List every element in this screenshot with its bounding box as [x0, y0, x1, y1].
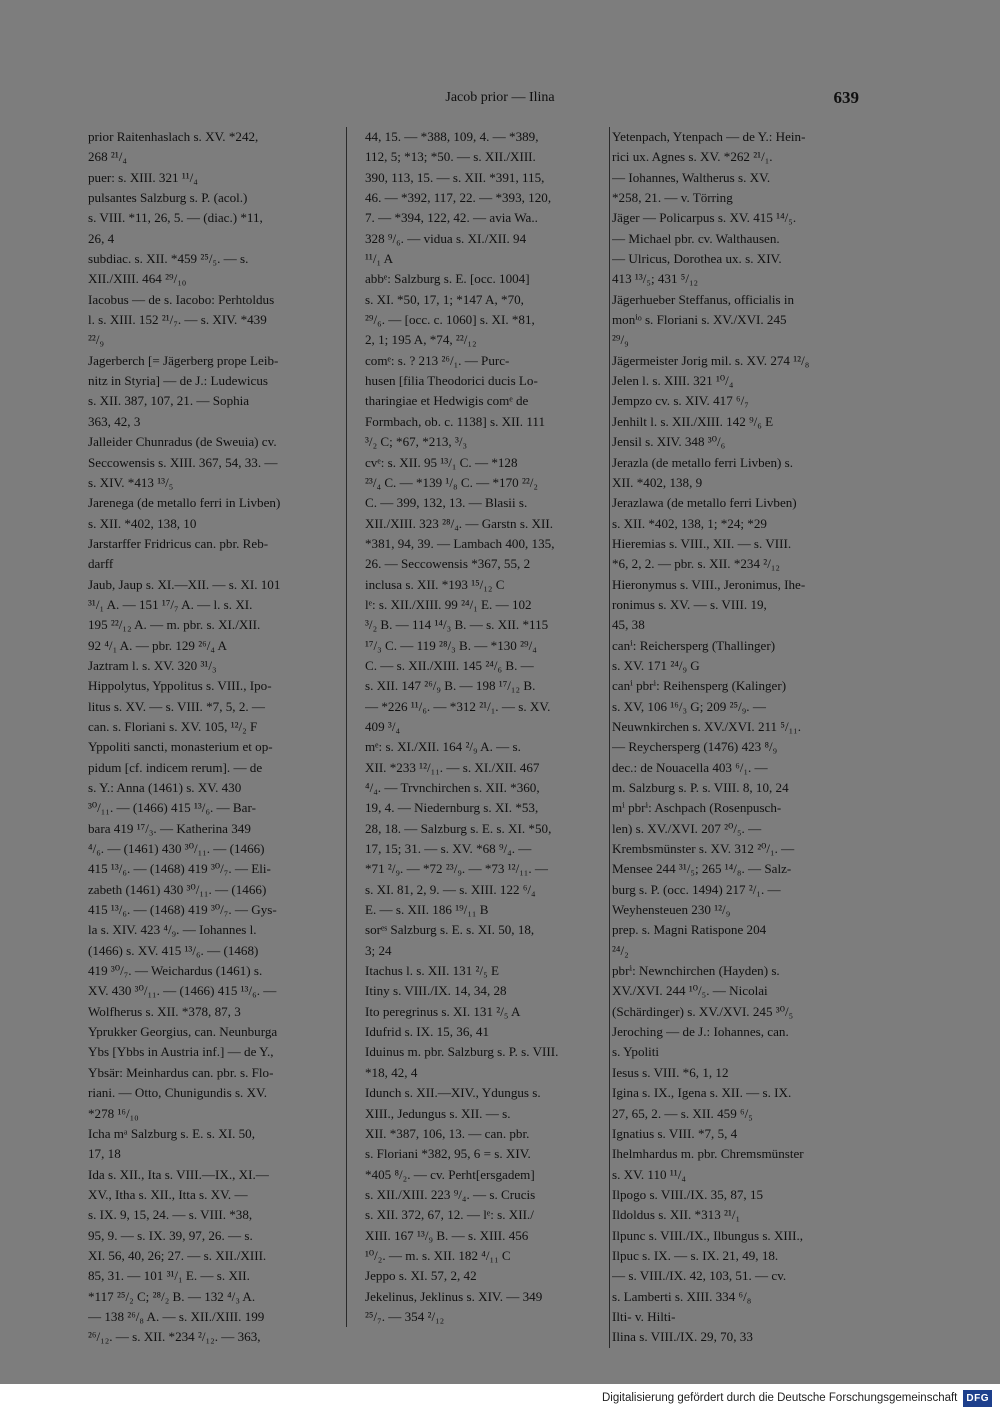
index-line: Mensee 244 ³¹/₅; 265 ¹⁴/₈. — Salz-	[612, 861, 792, 877]
index-line: 409 ³/₄	[365, 718, 401, 734]
index-line: ²⁹/₆. — [occ. c. 1060] s. XI. *81,	[365, 312, 535, 328]
index-line: ³/₂ C; *67, *213, ³/₃	[365, 434, 468, 450]
index-line: XII./XIII. 323 ²⁸/₄. — Garstn s. XII.	[365, 515, 553, 531]
index-line: XII. *402, 138, 9	[612, 474, 703, 490]
index-line: Seccowensis s. XIII. 367, 54, 33. —	[88, 454, 278, 470]
index-line: l. s. XIII. 152 ²¹/₇. — s. XIV. *439	[88, 312, 267, 328]
index-line: Jeppo s. XI. 57, 2, 42	[365, 1268, 477, 1284]
index-line: subdiac. s. XII. *459 ²⁵/₅. — s.	[88, 251, 249, 267]
index-line: Hieremias s. VIII., XII. — s. VIII.	[612, 535, 792, 551]
index-line: s. XII./XIII. 223 ⁹/₄. — s. Crucis	[365, 1186, 536, 1202]
index-line: Idufrid s. IX. 15, 36, 41	[365, 1024, 490, 1040]
index-line: s. XII. 147 ²⁶/₉ B. — 198 ¹⁷/₁₂ B.	[365, 678, 536, 694]
index-line: bara 419 ¹⁷/₃. — Katherina 349	[88, 820, 251, 836]
dfg-logo: DFG	[963, 1390, 992, 1407]
index-line: Jensil s. XIV. 348 ³⁰/₆	[612, 434, 726, 450]
index-line: C. — s. XII./XIII. 145 ²⁴/₆ B. —	[365, 657, 534, 673]
index-line: Jarenega (de metallo ferri in Livben)	[88, 495, 281, 511]
index-line: s. Ypoliti	[612, 1044, 660, 1060]
index-line: s. Floriani *382, 95, 6 = s. XIV.	[365, 1146, 531, 1162]
index-line: — s. VIII./IX. 42, 103, 51. — cv.	[612, 1268, 787, 1284]
index-line: Ignatius s. VIII. *7, 5, 4	[612, 1125, 738, 1141]
index-line: XV. 430 ³⁰/₁₁. — (1466) 415 ¹³/₆. —	[88, 983, 277, 999]
index-line: *71 ²/₉. — *72 ²³/₉. — *73 ¹²/₁₁. —	[365, 861, 549, 877]
index-line: XV., Itha s. XII., Itta s. XV. —	[88, 1186, 248, 1202]
index-line: rici ux. Agnes s. XV. *262 ²¹/₁.	[612, 149, 773, 165]
index-line: 413 ¹³/₅; 431 ⁵/₁₂	[612, 271, 699, 287]
index-line: 328 ⁹/₆. — vidua s. XI./XII. 94	[365, 230, 527, 246]
index-line: 28, 18. — Salzburg s. E. s. XI. *50,	[365, 820, 552, 836]
index-line: 419 ³⁰/₇. — Weichardus (1461) s.	[88, 963, 263, 979]
index-line: abbᵉ: Salzburg s. E. [occ. 1004]	[365, 271, 530, 287]
index-line: (Schärdinger) s. XV./XVI. 245 ³⁰/₅	[612, 1003, 794, 1019]
index-line: Jempzo cv. s. XIV. 417 ⁶/₇	[612, 393, 749, 409]
index-line: s. XI. 81, 2, 9. — s. XIII. 122 ⁶/₄	[365, 881, 536, 897]
index-line: lᵉ: s. XII./XIII. 99 ²⁴/₁ E. — 102	[365, 596, 532, 612]
index-line: *405 ⁸/₂. — cv. Perht[ersgadem]	[365, 1166, 535, 1182]
index-line: Icha mᵃ Salzburg s. E. s. XI. 50,	[88, 1125, 255, 1141]
index-line: Ilpuc s. IX. — s. IX. 21, 49, 18.	[612, 1247, 779, 1263]
index-line: XIII. 167 ¹³/₉ B. — s. XIII. 456	[365, 1227, 529, 1243]
index-line: Iacobus — de s. Iacobo: Perhtoldus	[88, 291, 275, 307]
index-line: 26, 4	[88, 230, 115, 246]
index-line: darff	[88, 556, 114, 572]
index-line: s. VIII. *11, 26, 5. — (diac.) *11,	[88, 210, 263, 226]
index-line: Itiny s. VIII./IX. 14, 34, 28	[365, 983, 507, 999]
index-line: *258, 21. — v. Törring	[612, 190, 733, 206]
index-line: ²⁴/₂	[612, 942, 629, 958]
index-line: riani. — Otto, Chunigundis s. XV.	[88, 1085, 268, 1101]
index-line: prep. s. Magni Ratispone 204	[612, 922, 767, 938]
index-line: mⁱ pbrⁱ: Aschpach (Rosenpusch-	[612, 800, 782, 816]
index-line: XI. 56, 40, 26; 27. — s. XII./XIII.	[88, 1247, 267, 1263]
page-number: 639	[833, 88, 859, 107]
index-line: cvᵉ: s. XII. 95 ¹³/₁ C. — *128	[365, 454, 518, 470]
index-line: *278 ¹⁶/₁₀	[88, 1105, 139, 1121]
index-line: 415 ¹³/₆. — (1468) 419 ³⁰/₇. — Gys-	[88, 902, 277, 918]
index-line: dec.: de Nouacella 403 ⁶/₁. —	[612, 759, 768, 775]
index-column-3	[609, 127, 866, 1348]
index-line: monⁱᵒ s. Floriani s. XV./XVI. 245	[612, 312, 787, 328]
index-line: Ilina s. VIII./IX. 29, 70, 33	[612, 1329, 753, 1345]
index-line: — Ulricus, Dorothea ux. s. XIV.	[612, 251, 782, 267]
index-column-2	[346, 127, 605, 1327]
index-line: Jaztram l. s. XV. 320 ³¹/₃	[88, 657, 217, 673]
index-line: s. XII. *402, 138, 1; *24; *29	[612, 515, 767, 531]
index-line: (1466) s. XV. 415 ¹³/₆. — (1468)	[88, 942, 259, 958]
index-line: Hippolytus, Yppolitus s. VIII., Ipo-	[88, 678, 272, 694]
index-line: Igina s. IX., Igena s. XII. — s. IX.	[612, 1085, 792, 1101]
index-line: 85, 31. — 101 ³¹/₁ E. — s. XII.	[88, 1268, 250, 1284]
index-line: Formbach, ob. c. 1138] s. XII. 111	[365, 413, 546, 429]
index-line: s. XIV. *413 ¹³/₅	[88, 474, 174, 490]
index-line: ²²/₉	[88, 332, 105, 348]
index-line: husen [filia Theodorici ducis Lo-	[365, 373, 538, 389]
index-line: 45, 38	[612, 617, 645, 633]
funding-footer	[0, 1384, 1000, 1412]
index-line: ³/₂ B. — 114 ¹⁴/₃ B. — s. XII. *115	[365, 617, 549, 633]
index-line: Weyhensteuen 230 ¹²/₉	[612, 902, 731, 918]
index-line: 92 ⁴/₁ A. — pbr. 129 ²⁶/₄ A	[88, 637, 227, 653]
index-line: Ybsär: Meinhardus can. pbr. s. Flo-	[88, 1064, 274, 1080]
index-line: tharingiae et Hedwigis comᵉ de	[365, 393, 529, 409]
index-line: litus s. XV. — s. VIII. *7, 5, 2. —	[88, 698, 266, 714]
index-line: comᵉ: s. ? 213 ²⁶/₁. — Purc-	[365, 352, 510, 368]
index-line: Jerazlawa (de metallo ferri Livben)	[612, 495, 797, 511]
index-line: Ildoldus s. XII. *313 ²¹/₁	[612, 1207, 741, 1223]
index-line: Jagerberch [= Jägerberg prope Leib-	[88, 352, 279, 368]
index-line: — Reychersperg (1476) 423 ⁸/₉	[612, 739, 778, 755]
index-line: 27, 65, 2. — s. XII. 459 ⁶/₅	[612, 1105, 753, 1121]
running-head: Jacob prior — Ilina	[445, 90, 555, 105]
index-line: Jäger — Policarpus s. XV. 415 ¹⁴/₅.	[612, 210, 797, 226]
index-line: 17, 15; 31. — s. XV. *68 ⁹/₄. —	[365, 841, 532, 857]
index-line: pbrⁱ: Newnchirchen (Hayden) s.	[612, 963, 780, 979]
index-line: s. Lamberti s. XIII. 334 ⁶/₈	[612, 1288, 752, 1304]
index-line: 195 ²²/₁₂ A. — m. pbr. s. XI./XII.	[88, 617, 261, 633]
index-line: mᵉ: s. XI./XII. 164 ²/₉ A. — s.	[365, 739, 521, 755]
index-line: Ida s. XII., Ita s. VIII.—IX., XI.—	[88, 1166, 269, 1182]
index-line: 44, 15. — *388, 109, 4. — *389,	[365, 129, 539, 144]
index-line: *381, 94, 39. — Lambach 400, 135,	[365, 535, 555, 551]
index-line: canⁱ pbrⁱ: Reihensperg (Kalinger)	[612, 678, 787, 694]
index-line: ³⁰/₁₁. — (1466) 415 ¹³/₆. — Bar-	[88, 800, 256, 816]
index-line: canⁱ: Reichersperg (Thallinger)	[612, 637, 776, 653]
index-line: la s. XIV. 423 ⁴/₉. — Iohannes l.	[88, 922, 257, 938]
index-line: Jenhilt l. s. XII./XIII. 142 ⁹/₆ E	[612, 413, 774, 429]
index-line: 415 ¹³/₆. — (1468) 419 ³⁰/₇. — Eli-	[88, 861, 271, 877]
index-line: inclusa s. XII. *193 ¹⁵/₁₂ C	[365, 576, 505, 592]
index-line: Idunch s. XII.—XIV., Ydungus s.	[365, 1085, 541, 1101]
index-line: pidum [cf. indicem rerum]. — de	[88, 759, 263, 775]
index-line: can. s. Floriani s. XV. 105, ¹²/₂ F	[88, 718, 258, 734]
index-line: Ilpogo s. VIII./IX. 35, 87, 15	[612, 1186, 764, 1202]
index-line: ²⁶/₁₂. — s. XII. *234 ²/₁₂. — 363,	[88, 1329, 261, 1345]
index-line: s. XI. *50, 17, 1; *147 A, *70,	[365, 291, 524, 307]
index-line: — *226 ¹¹/₆. — *312 ²¹/₁. — s. XV.	[365, 698, 551, 714]
index-line: 19, 4. — Niedernburg s. XI. *53,	[365, 800, 539, 816]
index-line: E. — s. XII. 186 ¹⁹/₁₁ B	[365, 902, 489, 918]
index-line: Jarstarffer Fridricus can. pbr. Reb-	[88, 535, 269, 551]
index-line: len) s. XV./XVI. 207 ²⁰/₅. —	[612, 820, 762, 836]
index-line: Jägermeister Jorig mil. s. XV. 274 ¹²/₈	[612, 352, 810, 368]
index-line: — Iohannes, Waltherus s. XV.	[612, 169, 771, 185]
index-line: Ilti- v. Hilti-	[612, 1308, 676, 1324]
index-line: 3; 24	[365, 942, 392, 958]
index-line: prior Raitenhaslach s. XV. *242,	[88, 129, 259, 144]
index-line: sorᵉˢ Salzburg s. E. s. XI. 50, 18,	[365, 922, 535, 938]
index-line: 7. — *394, 122, 42. — avia Wa..	[365, 210, 538, 226]
index-line: Iduinus m. pbr. Salzburg s. P. s. VIII.	[365, 1044, 559, 1060]
index-line: Jekelinus, Jeklinus s. XIV. — 349	[365, 1288, 543, 1304]
index-line: C. — 399, 132, 13. — Blasii s.	[365, 495, 528, 511]
index-line: 268 ²¹/₄	[88, 149, 127, 165]
index-line: zabeth (1461) 430 ³⁰/₁₁. — (1466)	[88, 881, 267, 897]
index-line: Wolfherus s. XII. *378, 87, 3	[88, 1003, 241, 1019]
index-line: s. XII. 387, 107, 21. — Sophia	[88, 393, 250, 409]
index-line: XII. *233 ¹²/₁₁. — s. XI./XII. 467	[365, 759, 540, 775]
index-line: s. XII. 372, 67, 12. — lᵉ: s. XII./	[365, 1207, 534, 1223]
index-line: ronimus s. XV. — s. VIII. 19,	[612, 596, 767, 612]
index-line: ¹⁰/₂. — m. s. XII. 182 ⁴/₁₁ C	[365, 1247, 511, 1263]
index-line: Krembsmünster s. XV. 312 ²⁰/₁. —	[612, 841, 795, 857]
index-line: 390, 113, 15. — s. XII. *391, 115,	[365, 169, 545, 185]
index-line: Ihelmhardus m. pbr. Chremsmünster	[612, 1146, 804, 1162]
index-line: *18, 42, 4	[365, 1064, 418, 1080]
index-line: 26. — Seccowensis *367, 55, 2	[365, 556, 531, 572]
index-line: s. XV, 106 ¹⁶/₃ G; 209 ²⁵/₉. —	[612, 698, 766, 714]
index-line: 17, 18	[88, 1146, 121, 1162]
index-line: Ybs [Ybbs in Austria inf.] — de Y.,	[88, 1044, 274, 1060]
index-line: Ilpunc s. VIII./IX., Ilbungus s. XIII.,	[612, 1227, 804, 1243]
index-line: 95, 9. — s. IX. 39, 97, 26. — s.	[88, 1227, 253, 1243]
index-line: burg s. P. (occ. 1494) 217 ²/₁. —	[612, 881, 781, 897]
index-line: ¹⁷/₃ C. — 119 ²⁸/₃ B. — *130 ²⁹/₄	[365, 637, 537, 653]
index-line: 363, 42, 3	[88, 413, 141, 429]
index-line: nitz in Styria] — de J.: Ludewicus	[88, 373, 269, 389]
index-line: Iesus s. VIII. *6, 1, 12	[612, 1064, 729, 1080]
index-line: s. XV. 110 ¹¹/₄	[612, 1166, 686, 1182]
index-line: 46. — *392, 117, 22. — *393, 120,	[365, 190, 552, 206]
index-line: s. IX. 9, 15, 24. — s. VIII. *38,	[88, 1207, 253, 1223]
index-line: ⁴/₄. — Trvnchirchen s. XII. *360,	[365, 780, 540, 795]
index-line: XII. *387, 106, 13. — can. pbr.	[365, 1125, 530, 1141]
index-line: puer: s. XIII. 321 ¹¹/₄	[88, 169, 198, 185]
index-line: ²⁵/₇. — 354 ²/₁₂	[365, 1308, 445, 1324]
index-line: s. XII. *402, 138, 10	[88, 515, 197, 531]
index-line: XII./XIII. 464 ²⁹/₁₀	[88, 271, 187, 287]
index-line: Yprukker Georgius, can. Neunburga	[88, 1024, 278, 1040]
index-line: ²⁹/₉	[612, 332, 629, 348]
index-line: XIII., Jedungus s. XII. — s.	[365, 1105, 511, 1121]
index-line: XV./XVI. 244 ¹⁰/₅. — Nicolai	[612, 983, 768, 999]
index-line: Ito peregrinus s. XI. 131 ²/₅ A	[365, 1003, 521, 1019]
index-line: ³¹/₁ A. — 151 ¹⁷/₇ A. — l. s. XI.	[88, 596, 253, 612]
index-line: ⁴/₆. — (1461) 430 ³⁰/₁₁. — (1466)	[88, 841, 265, 857]
index-line: Yetenpach, Ytenpach — de Y.: Hein-	[612, 129, 806, 144]
index-line: Jelen l. s. XIII. 321 ¹⁰/₄	[612, 373, 734, 389]
index-line: Yppoliti sancti, monasterium et op-	[88, 739, 273, 755]
index-line: Jaub, Jaup s. XI.—XII. — s. XI. 101	[88, 576, 281, 592]
index-line: Neuwnkirchen s. XV./XVI. 211 ⁵/₁₁.	[612, 718, 801, 734]
index-line: s. Y.: Anna (1461) s. XV. 430	[88, 780, 242, 795]
index-line: *117 ²⁵/₂ C; ²⁸/₂ B. — 132 ⁴/₃ A.	[88, 1288, 256, 1304]
index-line: m. Salzburg s. P. s. VIII. 8, 10, 24	[612, 780, 789, 795]
index-line: Jeroching — de J.: Iohannes, can.	[612, 1024, 789, 1040]
index-line: 112, 5; *13; *50. — s. XII./XIII.	[365, 149, 536, 165]
index-line: Itachus l. s. XII. 131 ²/₅ E	[365, 963, 499, 979]
index-line: Hieronymus s. VIII., Jeronimus, Ihe-	[612, 576, 806, 592]
index-column-1	[88, 127, 346, 1348]
index-line: ²³/₄ C. — *139 ¹/₈ C. — *170 ²²/₂	[365, 474, 538, 490]
index-line: 2, 1; 195 A, *74, ²²/₁₂	[365, 332, 477, 348]
index-line: Jerazla (de metallo ferri Livben) s.	[612, 454, 794, 470]
index-line: ¹¹/₁ A	[365, 251, 394, 267]
index-line: — 138 ²⁶/₈ A. — s. XII./XIII. 199	[88, 1308, 265, 1324]
index-line: *6, 2, 2. — pbr. s. XII. *234 ²/₁₂	[612, 556, 780, 572]
index-line: Jägerhueber Steffanus, officialis in	[612, 291, 795, 307]
funding-notice: Digitalisierung gefördert durch die Deutsche Forschungsgemeinschaft	[601, 1392, 958, 1404]
index-line: Jalleider Chunradus (de Sweuia) cv.	[88, 434, 277, 450]
index-line: pulsantes Salzburg s. P. (acol.)	[88, 190, 248, 206]
index-line: — Michael pbr. cv. Walthausen.	[612, 230, 780, 246]
index-line: s. XV. 171 ²⁴/₉ G	[612, 657, 700, 673]
